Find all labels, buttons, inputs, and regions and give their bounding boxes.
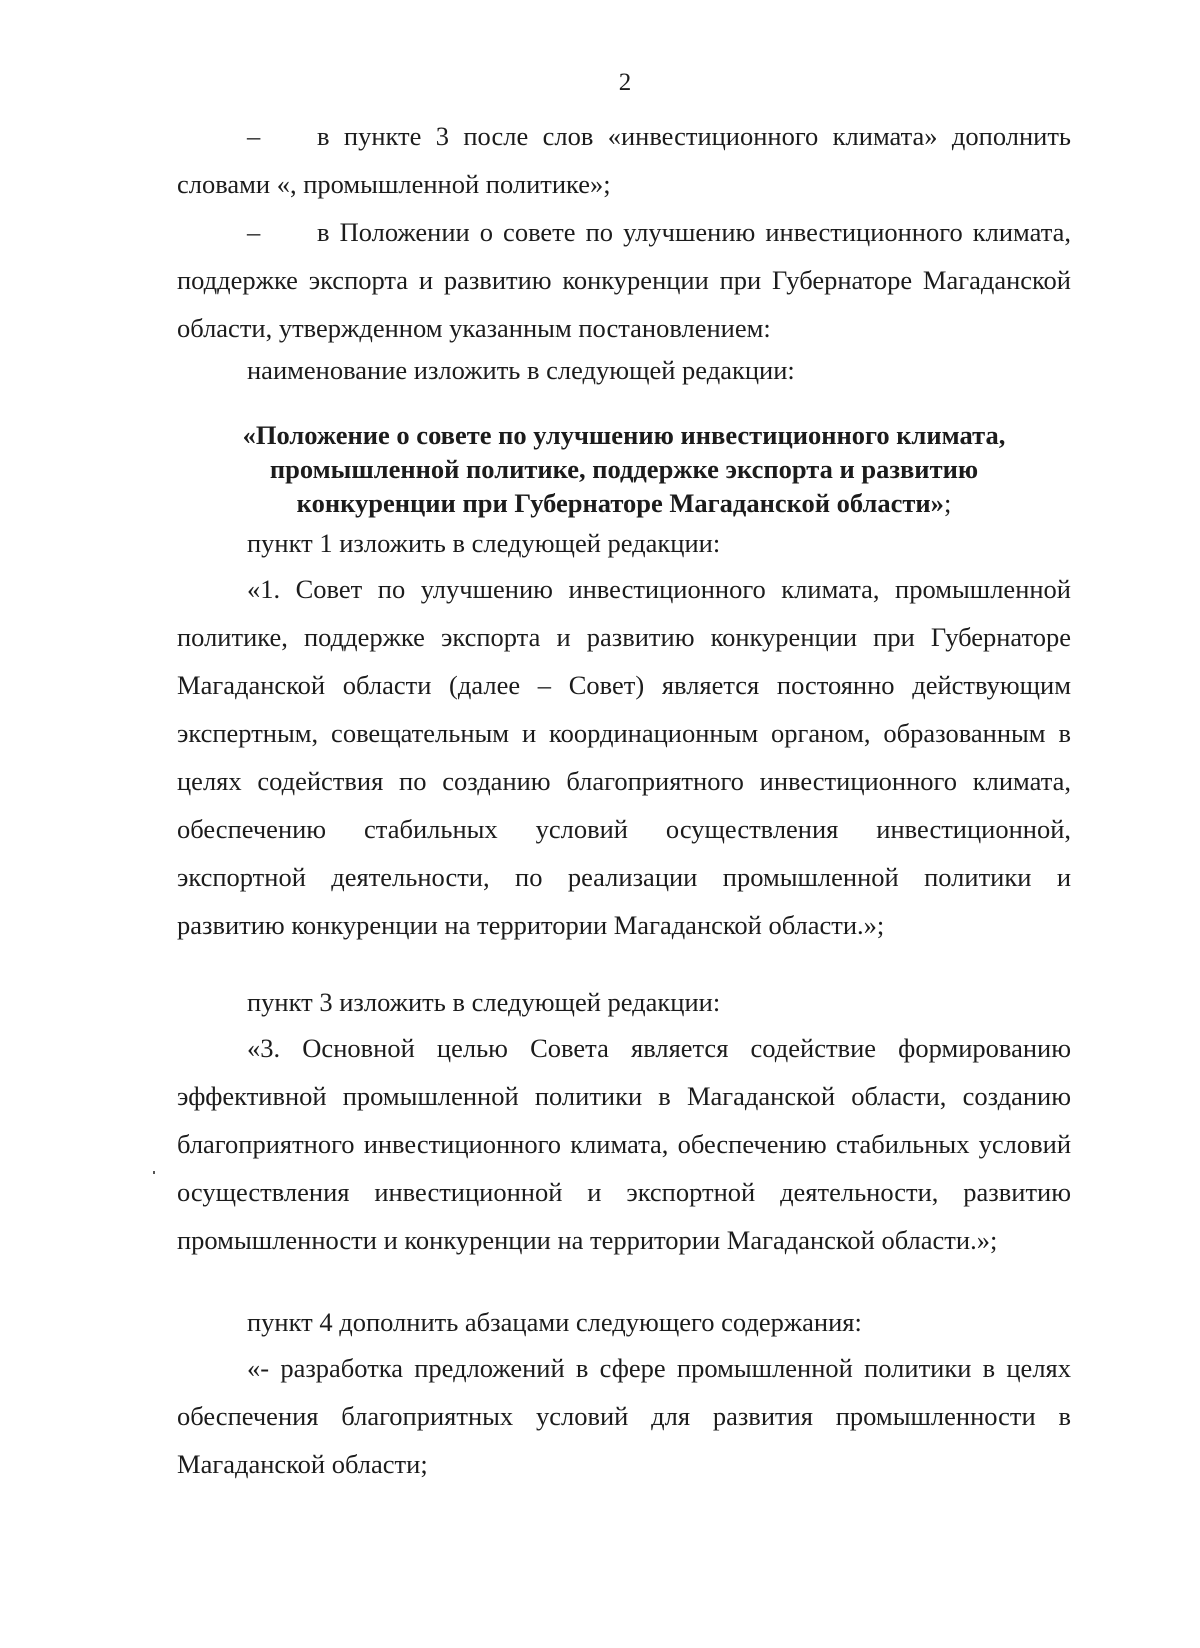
paragraph-text: пункт 1 изложить в следующей редакции: [247, 528, 721, 558]
paragraph-p3-intro [177, 978, 1071, 1026]
paragraph-text: «1. Совет по улучшению инвестиционного климата, промышленной политике, поддержке экспорта и развитию конкуренции при Губернаторе Магаданской области (далее – Совет) является постоянно действующим экспертным, совещательным и координационным органом, образованным в целях содействия по созданию благоприятного инвестиционного климата, обеспечению стабильных условий осуществления инвестиционной, экспортной деятельности, по реализации промышленной политики и развитию конкуренции на территории Магаданской области.»; [177, 574, 1071, 940]
heading-line-1: «Положение о совете по улучшению инвестиционного климата, [242, 420, 1006, 450]
list-item-text: в пункте 3 после слов «инвестиционного климата» дополнить словами «, промышленной политике»; [177, 121, 1071, 199]
paragraph-text: пункт 4 дополнить абзацами следующего содержания: [247, 1307, 862, 1337]
paragraph-text: «3. Основной целью Совета является содействие формированию эффективной промышленной политики в Магаданской области, созданию благоприятного инвестиционного климата, обеспечению стабильных условий осуществления инвестиционной и экспортной деятельности, развитию промышленности и конкуренции на территории Магаданской области.»; [177, 1033, 1071, 1255]
paragraph-p1-intro [177, 519, 1071, 567]
heading-line-3-tail: ; [943, 488, 952, 518]
paragraph-text: наименование изложить в следующей редакции: [247, 355, 795, 385]
paragraph-text: «- разработка предложений в сфере промышленной политики в целях обеспечения благоприятных условий для развития промышленности в Магаданской области; [177, 1353, 1071, 1479]
page-number: 2 [618, 69, 632, 96]
scan-speck [153, 1171, 155, 1174]
paragraph-p4-intro [177, 1298, 1071, 1346]
paragraph-p4-text [177, 1344, 1071, 1488]
heading-line-3 [177, 486, 1071, 520]
paragraph-p3-text [177, 1024, 1071, 1264]
dash-marker: – [247, 217, 261, 247]
heading-line-3-text: конкуренции при Губернаторе Магаданской области» [296, 488, 944, 518]
list-item-text: в Положении о совете по улучшению инвестиционного климата, поддержке экспорта и развитию конкуренции при Губернаторе Магаданской области, утвержденном указанным постановлением: [177, 217, 1071, 343]
dash-marker: – [247, 121, 261, 151]
paragraph-text: пункт 3 изложить в следующей редакции: [247, 987, 721, 1017]
list-item-dash-1 [177, 112, 1071, 208]
document-heading [177, 418, 1071, 520]
paragraph-p1-text [177, 565, 1071, 949]
paragraph-name-intro [177, 346, 1071, 394]
heading-line-2: промышленной политике, поддержке экспорта и развитию [269, 454, 979, 484]
list-item-dash-2 [177, 208, 1071, 352]
